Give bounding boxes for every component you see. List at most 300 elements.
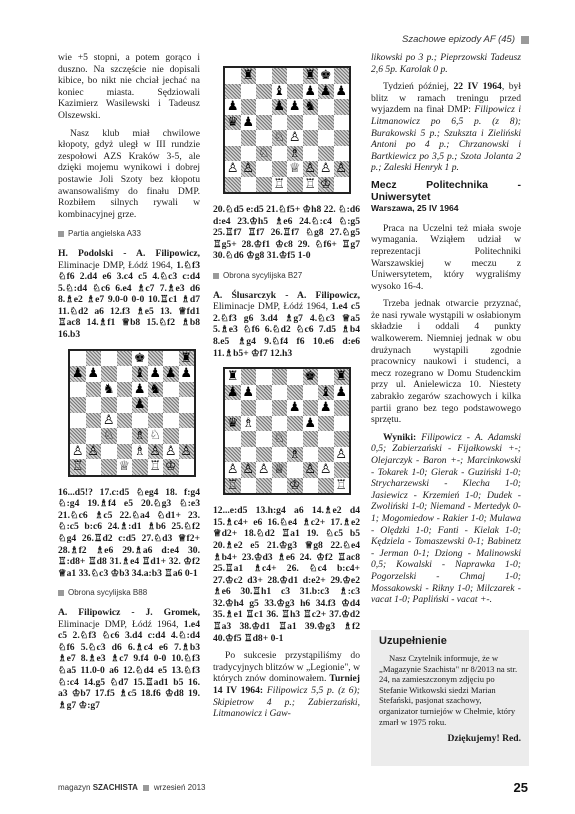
section-label <box>58 228 200 240</box>
white-knight-icon: ♘ <box>102 428 115 444</box>
board-square <box>101 413 117 429</box>
game-moves: 1.♘f3 ♘f6 2.d4 e6 3.c4 c5 4.♘c3 c:d4 5.♘:d4 ♘c6 6.e4 ♗c7 7.♗e3 d6 8.♗e2 ♗e7 9.0-0 0-0 10.♖c1 ♗d7 11.♘d2 a6 12.f3 ♗e5 13. ♕fd1 ♖ac8 14.♗f1 ♕b8 15.♘f2 ♗b8 16.b3 <box>58 259 200 341</box>
white-pawn-icon: ♙ <box>304 462 317 478</box>
board-square <box>272 130 288 146</box>
board-square <box>225 400 241 416</box>
white-pawn-icon: ♙ <box>335 446 348 462</box>
notice-thanks: Dziękujemy! Red. <box>447 733 521 745</box>
board-square <box>117 444 133 460</box>
board-square <box>132 459 148 475</box>
paragraph: wie +5 stopni, a potem gorąco i duszno. Na szczęście nie dopisali kibice, bo nikt nie chciał jechać na koniec miasta. Sędziowali Kazimierz Wasilewski i Tadeusz Olszewski. <box>58 52 200 121</box>
white-queen-icon: ♕ <box>288 161 301 176</box>
section-square-icon <box>58 590 64 596</box>
board-square <box>318 431 334 447</box>
board-square <box>334 161 350 177</box>
black-pawn-icon: ♟ <box>87 366 100 382</box>
board-square <box>287 385 303 401</box>
header-square-icon <box>521 36 529 44</box>
white-knight-icon: ♘ <box>273 130 286 145</box>
board-square <box>318 462 334 478</box>
board-square <box>86 444 102 460</box>
board-square <box>256 146 272 162</box>
white-pawn-icon: ♙ <box>319 161 332 176</box>
board-square <box>163 413 179 429</box>
board-square <box>241 161 257 177</box>
board-square <box>334 115 350 131</box>
board-square <box>287 447 303 463</box>
game-event: Eliminacje DMP, Łódź 1964, <box>58 259 177 271</box>
board-square <box>241 447 257 463</box>
board-square <box>132 428 148 444</box>
paragraph-text: , był blitz w ramach treningu przed wyjazdem na finał DMP: <box>371 81 521 116</box>
white-pawn-icon: ♙ <box>335 161 348 176</box>
board-square <box>303 462 319 478</box>
board-square <box>117 397 133 413</box>
board-square <box>318 161 334 177</box>
board-square <box>225 478 241 494</box>
game-score <box>213 290 360 360</box>
section-subheading: Warszawa, 25 IV 1964 <box>371 203 459 214</box>
board-square <box>318 115 334 131</box>
board-square <box>86 351 102 367</box>
board-square <box>132 351 148 367</box>
board-square <box>241 400 257 416</box>
board-square <box>70 382 86 398</box>
board-square <box>148 413 164 429</box>
board-square <box>256 99 272 115</box>
tournament-results: likowski po 3 p.; Pieprzowski Tadeusz 2,6 5p. Karolak 0 p. <box>371 52 521 75</box>
board-square <box>318 400 334 416</box>
board-square <box>148 397 164 413</box>
results-list: Filipowicz - A. Adamski 0,5; Zabierzański - Fijałkowski +-; Olejarczyk - Baron +-; Marcinkowski - Tokarek 1-0; Gierak - Guziński 1-0; Strycharzewski - Klecha 1-0; Jasiewicz - Krzemień 1-0; Dudek - Zwoliński 1-0; Niemand - Mertedyk 0-1; Mogomiedow - Rakier 1-0; Mulawa - Olędzki 1-0; Fanti - Kielak 1-0; Kędziela - Tomaszewski 0-1; Babinetz - Jerman 0-1; Dziong - Malinowski 0,5; Kowalski - Naprawka 1-0; Pogorzelski - Chmaj 1-0; Mossakowski - Rikny 1-0; Milczarek - vacat 1-0; Papliński - vacat +-. <box>371 431 521 606</box>
game-continuation: 16...d5!? 17.c:d5 ♘eg4 18. f:g4 ♘:g4 19.♗f4 e5 20.♘g3 ♘:e3 21.♘c6 ♗c5 22.♘a4 ♘d1+ 23. ♘:c5 b:c6 24.♗:d1 ♗b6 25.♘f2 ♘g4 26.♖d2 c:d5 27.♘d3 ♕f2+ 28.♗f2 ♗e6 29.♗a6 d:e4 30. ♖:d8+ ♖d8 31.♗e4 ♖d1+ 32. ♔f2 ♕a1 33.♘c3 ♔b3 34.a:b3 ♖a6 0-1 <box>58 486 200 579</box>
board-square <box>318 416 334 432</box>
black-pawn-icon: ♟ <box>319 400 332 416</box>
board-square <box>117 382 133 398</box>
board-square <box>163 444 179 460</box>
page-number: 25 <box>513 780 528 795</box>
page-footer <box>58 780 528 795</box>
footer-magazine-brand: SZACHISTA <box>92 783 138 792</box>
board-square <box>334 431 350 447</box>
white-rook-icon: ♖ <box>149 459 162 475</box>
board-square <box>272 146 288 162</box>
board-square <box>272 385 288 401</box>
board-square <box>117 366 133 382</box>
board-square <box>318 84 334 100</box>
board-square <box>132 444 148 460</box>
black-rook-icon: ♜ <box>335 369 348 385</box>
board-square <box>272 431 288 447</box>
board-square <box>163 351 179 367</box>
board-square <box>117 459 133 475</box>
board-square <box>318 177 334 193</box>
board-square <box>70 397 86 413</box>
board-square <box>70 351 86 367</box>
white-rook-icon: ♖ <box>226 477 239 493</box>
board-square <box>179 444 195 460</box>
white-pawn-icon: ♙ <box>242 462 255 478</box>
white-knight-icon: ♘ <box>149 428 162 444</box>
board-square <box>256 431 272 447</box>
white-queen-icon: ♕ <box>273 462 286 478</box>
board-square <box>101 382 117 398</box>
white-pawn-icon: ♙ <box>71 443 84 459</box>
board-square <box>256 385 272 401</box>
black-pawn-icon: ♟ <box>149 366 162 382</box>
black-knight-icon: ♞ <box>102 381 115 397</box>
running-header <box>402 34 529 45</box>
board-square <box>303 68 319 84</box>
white-pawn-icon: ♙ <box>164 443 177 459</box>
column-1 <box>58 52 200 717</box>
board-square <box>287 478 303 494</box>
board-square <box>287 146 303 162</box>
board-square <box>241 115 257 131</box>
black-knight-icon: ♞ <box>304 99 317 114</box>
paragraph: Trzeba jednak otwarcie przyznać, że nasi rywale wystąpili w osłabionym składzie i oddali 4 punkty walkowerem. Niemniej jednak w obu drużynach wystąpili zgodnie pracownicy naukowi i studenci, a mecz rozegrano w Domu Studenckim przy ul. Anielewicza 10. Niestety zabrakło zegarów szachowych i kilka partii grano bez tego podstawowego sprzętu. <box>371 298 521 426</box>
board-square <box>303 447 319 463</box>
board-square <box>148 428 164 444</box>
black-bishop-icon: ♝ <box>273 83 286 99</box>
black-pawn-icon: ♟ <box>226 384 239 400</box>
black-rook-icon: ♜ <box>180 350 193 366</box>
section-label <box>213 270 360 282</box>
paragraph: Nasz klub miał chwilowe kłopoty, gdyż uległ w III rundzie zespołowi AZS Kraków 3-5, ale dzięki mojemu wynikowi i dobrej postawie Joli Szoty bez kłopotu awansowaliśmy do finału DMP. Rozbiłem silnych rywali w kombinacyjnej grze. <box>58 127 200 220</box>
board-square <box>287 68 303 84</box>
game-players: A. Filipowicz - J. Gromek, <box>58 607 200 618</box>
white-pawn-icon: ♙ <box>226 462 239 478</box>
board-square <box>225 177 241 193</box>
board-square <box>225 462 241 478</box>
board-square <box>256 447 272 463</box>
board-square <box>272 161 288 177</box>
board-square <box>334 84 350 100</box>
notice-title: Uzupełnienie <box>379 635 447 647</box>
board-square <box>241 478 257 494</box>
footer-square-icon <box>143 785 149 791</box>
game-players: H. Podolski - A. Filipowicz, <box>58 247 200 259</box>
board-square <box>303 416 319 432</box>
board-square <box>334 416 350 432</box>
section-label-text: Obrona sycylijska B88 <box>68 588 148 598</box>
board-square <box>287 84 303 100</box>
black-queen-icon: ♛ <box>226 114 239 130</box>
black-pawn-icon: ♟ <box>273 99 286 114</box>
black-pawn-icon: ♟ <box>304 415 317 431</box>
board-square <box>86 366 102 382</box>
board-square <box>179 459 195 475</box>
black-pawn-icon: ♟ <box>242 384 255 400</box>
black-rook-icon: ♜ <box>304 68 317 83</box>
board-square <box>256 130 272 146</box>
paragraph-text: Tydzień później, <box>383 81 454 93</box>
board-square <box>86 397 102 413</box>
white-bishop-icon: ♗ <box>242 415 255 431</box>
board-square <box>179 397 195 413</box>
board-square <box>86 459 102 475</box>
board-square <box>117 413 133 429</box>
column-3 <box>371 52 521 612</box>
board-square <box>163 382 179 398</box>
black-pawn-icon: ♟ <box>335 384 348 400</box>
board-square <box>241 68 257 84</box>
board-square <box>179 428 195 444</box>
white-bishop-icon: ♗ <box>133 443 146 459</box>
white-pawn-icon: ♙ <box>288 130 301 145</box>
white-rook-icon: ♖ <box>335 477 348 493</box>
white-rook-icon: ♖ <box>273 176 286 192</box>
board-square <box>303 161 319 177</box>
board-square <box>287 130 303 146</box>
white-king-icon: ♔ <box>288 477 301 493</box>
board-square <box>225 161 241 177</box>
board-square <box>117 428 133 444</box>
black-pawn-icon: ♟ <box>226 99 239 114</box>
board-square <box>101 351 117 367</box>
board-square <box>179 413 195 429</box>
board-square <box>303 130 319 146</box>
board-square <box>256 400 272 416</box>
board-square <box>225 115 241 131</box>
white-pawn-icon: ♙ <box>226 161 239 176</box>
board-square <box>272 400 288 416</box>
board-square <box>148 459 164 475</box>
section-label <box>58 587 200 599</box>
black-king-icon: ♚ <box>133 350 146 366</box>
board-square <box>70 428 86 444</box>
board-square <box>256 115 272 131</box>
board-square <box>272 447 288 463</box>
game-score <box>58 607 200 711</box>
board-square <box>163 366 179 382</box>
board-square <box>117 351 133 367</box>
board-square <box>70 459 86 475</box>
white-rook-icon: ♖ <box>304 176 317 192</box>
black-pawn-icon: ♟ <box>319 83 332 99</box>
black-rook-icon: ♜ <box>226 369 239 385</box>
black-bishop-icon: ♝ <box>133 366 146 382</box>
section-label-text: Partia angielska A33 <box>68 229 141 239</box>
board-square <box>256 478 272 494</box>
black-pawn-icon: ♟ <box>180 366 193 382</box>
board-square <box>132 366 148 382</box>
board-square <box>148 351 164 367</box>
board-square <box>272 416 288 432</box>
black-king-icon: ♚ <box>304 369 317 385</box>
board-square <box>334 130 350 146</box>
white-knight-icon: ♘ <box>257 145 270 161</box>
chess-board-diagram <box>223 367 351 495</box>
black-rook-icon: ♜ <box>242 68 255 83</box>
black-queen-icon: ♛ <box>226 415 239 431</box>
paragraph <box>371 81 521 174</box>
board-square <box>272 115 288 131</box>
white-king-icon: ♔ <box>319 176 332 192</box>
board-square <box>318 478 334 494</box>
white-rook-icon: ♖ <box>71 459 84 475</box>
paragraph-text: Po sukcesie przystąpiliśmy do tradycyjnych blitzów w „Legionie", w których znów dominowałem. <box>213 650 360 685</box>
white-pawn-icon: ♙ <box>257 462 270 478</box>
section-square-icon <box>213 273 219 279</box>
board-square <box>256 416 272 432</box>
board-square <box>318 130 334 146</box>
board-square <box>334 400 350 416</box>
board-square <box>101 428 117 444</box>
column-2 <box>213 66 360 726</box>
board-square <box>241 177 257 193</box>
black-bishop-icon: ♝ <box>319 384 332 400</box>
board-square <box>303 115 319 131</box>
board-square <box>334 462 350 478</box>
board-square <box>334 478 350 494</box>
tournament-date: Turniej 14 IV 1964: <box>213 673 360 697</box>
board-square <box>256 68 272 84</box>
board-square <box>241 431 257 447</box>
white-pawn-icon: ♙ <box>149 443 162 459</box>
black-pawn-icon: ♟ <box>304 83 317 99</box>
board-square <box>272 99 288 115</box>
paragraph: Praca na Uczelni też miała swoje wymagania. Wziąłem udział w reprezentacji Politechniki Warszawskiej w meczu z Uniwersytetem, który wygraliśmy wysoko 16-4. <box>371 222 521 292</box>
white-pawn-icon: ♙ <box>102 412 115 428</box>
white-bishop-icon: ♗ <box>288 145 301 161</box>
black-knight-icon: ♞ <box>149 381 162 397</box>
white-queen-icon: ♕ <box>118 459 131 475</box>
board-square <box>132 413 148 429</box>
board-square <box>303 478 319 494</box>
board-square <box>179 382 195 398</box>
board-square <box>132 397 148 413</box>
board-square <box>272 177 288 193</box>
game-moves: 1.e4 c5 2.♘f3 ♘c6 3.d4 c:d4 4.♘:d4 ♘f6 5.♘c3 d6 6.♗c4 e6 7.♗b3 ♗e7 8.♗e3 ♗c7 9.f4 0-0 10.♘f3 ♘a5 11.0-0 a6 12.♘d4 e5 13.♘f3 ♘:c4 14.g5 ♘d7 15.♖ad1 b5 16. a3 ♔b7 17.f5 ♗c5 18.f6 ♔d8 19. ♗g7 ♔:g7 <box>58 618 200 711</box>
board-square <box>303 99 319 115</box>
board-square <box>225 99 241 115</box>
board-square <box>318 447 334 463</box>
board-square <box>272 478 288 494</box>
board-square <box>163 397 179 413</box>
board-square <box>225 447 241 463</box>
board-square <box>287 400 303 416</box>
board-square <box>303 84 319 100</box>
white-knight-icon: ♘ <box>273 431 286 447</box>
results-label: Wyniki: <box>383 431 422 443</box>
match-results <box>371 432 521 606</box>
section-heading: Mecz Politechnika - Uniwersytet <box>371 178 521 203</box>
black-pawn-icon: ♟ <box>242 114 255 130</box>
board-square <box>225 369 241 385</box>
board-square <box>101 444 117 460</box>
board-square <box>287 431 303 447</box>
tournament-results: Filipowicz 5,5 p. (z 6); Skipietrow 4 p.; Zabierzański, Litmanowicz i Gaw- <box>213 685 360 720</box>
white-bishop-icon: ♗ <box>133 428 146 444</box>
board-square <box>303 431 319 447</box>
board-square <box>70 444 86 460</box>
board-square <box>303 400 319 416</box>
board-square <box>318 369 334 385</box>
board-square <box>287 462 303 478</box>
black-pawn-icon: ♟ <box>288 400 301 416</box>
board-square <box>287 99 303 115</box>
board-square <box>241 385 257 401</box>
board-square <box>225 385 241 401</box>
white-pawn-icon: ♙ <box>242 161 255 176</box>
board-square <box>256 177 272 193</box>
board-square <box>101 397 117 413</box>
white-king-icon: ♔ <box>164 459 177 475</box>
board-square <box>334 146 350 162</box>
board-square <box>86 428 102 444</box>
board-square <box>179 366 195 382</box>
white-pawn-icon: ♙ <box>304 161 317 176</box>
white-pawn-icon: ♙ <box>180 443 193 459</box>
board-square <box>225 130 241 146</box>
white-bishop-icon: ♗ <box>288 446 301 462</box>
board-square <box>241 99 257 115</box>
board-square <box>256 369 272 385</box>
tournament-results: Filipowicz i Litmanowicz po 6,5 p. (z 8); Burakowski 5 p.; Szukszta i Zieliński Antoni po 4 p.; Chrzanowski i Bartkiewicz po 3,5 p.; Szota Jolanta 2 p.; Zaleski Henryk 1 p. <box>371 104 521 174</box>
paragraph <box>213 650 360 720</box>
black-pawn-icon: ♟ <box>288 99 301 114</box>
game-continuation: 12...e:d5 13.h:g4 a6 14.♗e2 d4 15.♗c4+ e6 16.♘e4 ♗c2+ 17.♗e2 ♕d2+ 18.♘d2 ♖a1 19. ♘c5 b5 20.♗e2 e5 21.♔g3 ♕g8 22.♘e4 ♗b4+ 23.♔d3 ♗e6 24. ♔f2 ♖ac8 25.♖a1 ♗c4+ 26. ♘c4 b:c4+ 27.♔c2 d3+ 28.♔d1 d:e2+ 29.♔e2 ♗e6 30.♖h1 c3 31.b:c3 ♗:c3 32.♔h4 g5 33.♔g3 h6 34.f3 ♔d4 35.♗e1 ♖c1 36. ♖h3 ♖c2+ 37.♔d2 ♖a3 38.♔d1 ♖a1 39.♔g3 ♗f2 40.♔f5 ♖d8+ 0-1 <box>213 505 360 644</box>
black-pawn-icon: ♟ <box>71 366 84 382</box>
board-square <box>272 68 288 84</box>
board-square <box>163 428 179 444</box>
board-square <box>256 161 272 177</box>
board-square <box>241 84 257 100</box>
board-square <box>241 130 257 146</box>
chess-board-diagram <box>223 66 351 194</box>
footer-magazine-name: magazyn <box>58 783 91 792</box>
board-square <box>241 416 257 432</box>
board-square <box>148 382 164 398</box>
game-event: Eliminacje DMP, Łódź 1964, <box>58 618 184 630</box>
board-square <box>334 447 350 463</box>
board-square <box>287 161 303 177</box>
board-square <box>272 369 288 385</box>
board-square <box>318 99 334 115</box>
board-square <box>318 68 334 84</box>
footer-issue: wrzesień 2013 <box>153 783 206 792</box>
footer-magazine <box>58 783 138 792</box>
board-square <box>318 385 334 401</box>
board-square <box>287 177 303 193</box>
game-continuation: 20.♘d5 e:d5 21.♘f5+ ♔h8 22. ♘:d6 d:e4 23.♔h5 ♗e6 24.♘:c4 ♘:g5 25.♖f7 ♖f7 26.♖f7 ♘g8 27.♘g5 ♖g5+ 28.♔f1 ♔c8 29. ♘f6+ ♖g7 30.♘d6 ♔g8 31.♔f5 1-0 <box>213 204 361 262</box>
game-score <box>58 248 200 341</box>
board-square <box>86 382 102 398</box>
game-event: Eliminacje DMP, Łódź 1964, <box>213 301 332 313</box>
board-square <box>272 84 288 100</box>
chess-board-diagram <box>68 349 196 477</box>
board-square <box>256 462 272 478</box>
board-square <box>70 366 86 382</box>
board-square <box>179 351 195 367</box>
game-moves: 1.e4 c5 2.♘f3 g6 3.d4 ♗g7 4.♘c3 ♕a5 5.♗e3 ♘f6 6.♘d2 ♘c6 7.d5 ♗b4 8.e5 ♗g4 9.♘f4 f6 10.e6 d:e6 11.♗b5+ ♔f7 12.h3 <box>213 301 360 359</box>
board-square <box>101 459 117 475</box>
board-square <box>225 431 241 447</box>
board-square <box>287 115 303 131</box>
notice-box <box>371 630 529 766</box>
game-players: A. Ślusarczyk - A. Filipowicz, <box>213 289 360 301</box>
board-square <box>303 177 319 193</box>
notice-text: Nasz Czytelnik informuje, że w „Magazynie Szachista" nr 8/2013 na str. 24, na zamieszczonym zdjęciu po Stefanie Witkowski siedzi Marian Stefański, pasjonat szachowy, organizator turniejów w Chełmie, który zmarł w 1975 roku. <box>379 653 518 727</box>
board-square <box>256 84 272 100</box>
board-square <box>287 416 303 432</box>
board-square <box>334 177 350 193</box>
board-square <box>101 366 117 382</box>
board-square <box>225 68 241 84</box>
board-square <box>303 369 319 385</box>
board-square <box>163 459 179 475</box>
